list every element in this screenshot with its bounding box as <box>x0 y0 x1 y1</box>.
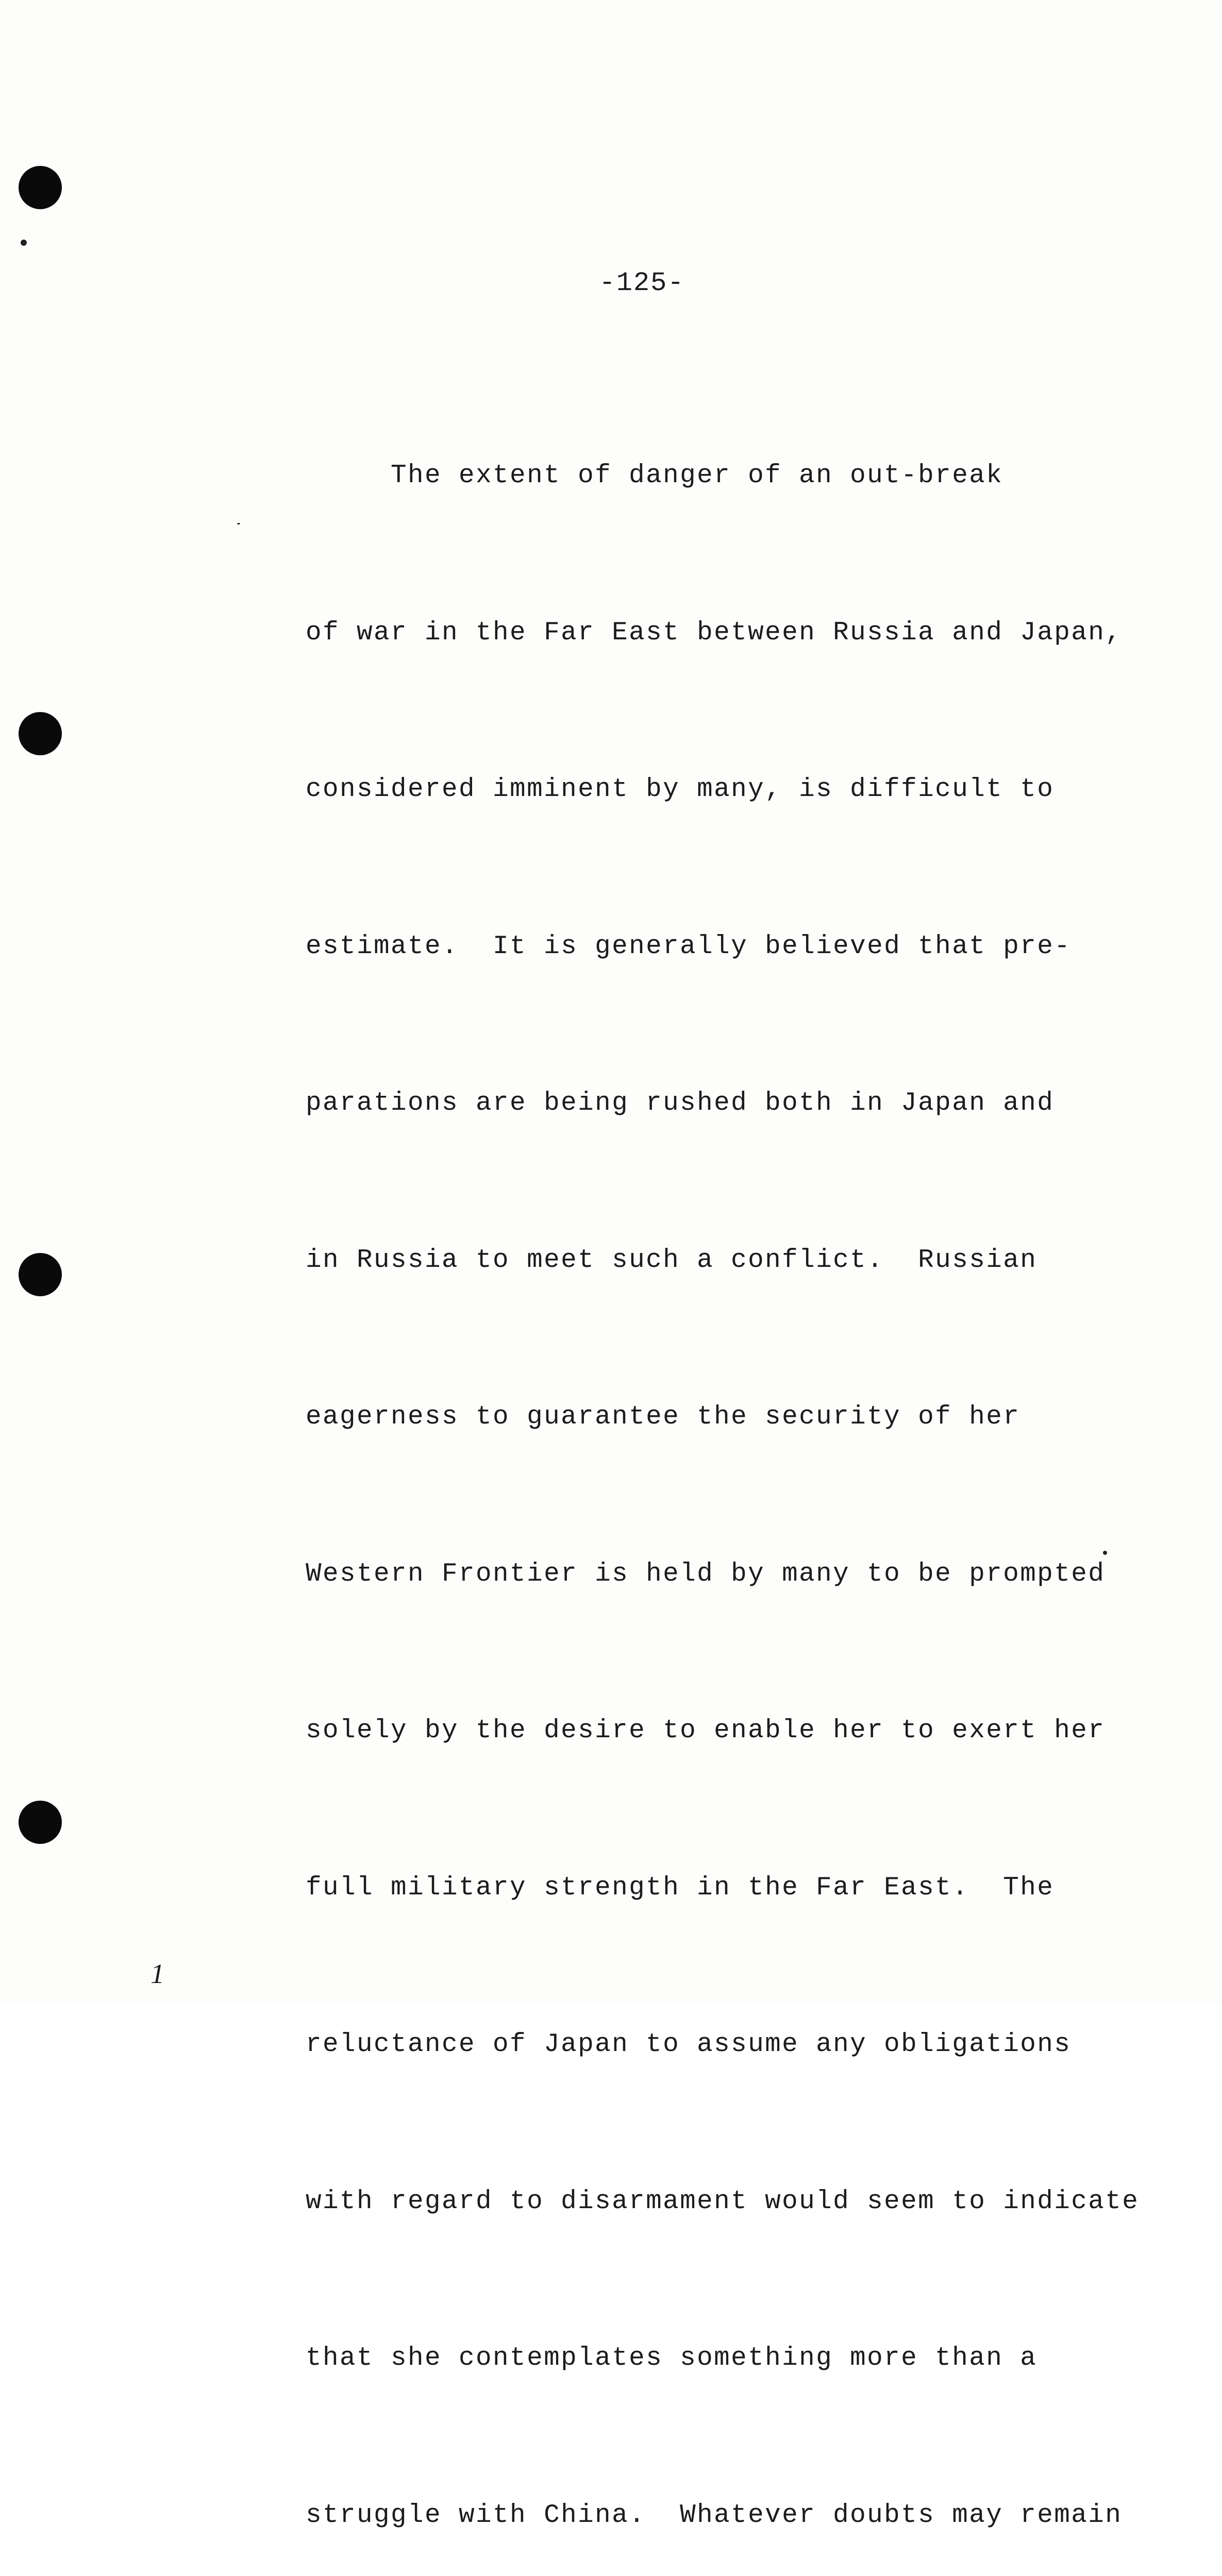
text-line: Western Frontier is held by many to be prompted <box>306 1559 1106 1589</box>
punch-hole <box>19 1253 62 1296</box>
body-paragraph <box>306 345 1140 2576</box>
text-line: The extent of danger of an out-break <box>306 461 1003 490</box>
page-number: -125- <box>599 268 685 298</box>
text-line: full military strength in the Far East. The <box>306 1873 1054 1903</box>
punch-hole <box>19 1801 62 1844</box>
handwritten-mark: 1 <box>150 1958 164 1989</box>
ink-speck <box>21 240 27 246</box>
text-line: that she contemplates something more than a <box>306 2344 1037 2373</box>
punch-hole <box>19 712 62 755</box>
text-line: estimate. It is generally believed that pre- <box>306 931 1072 961</box>
text-line: eagerness to guarantee the security of her <box>306 1402 1020 1432</box>
text-line: struggle with China. Whatever doubts may remain <box>306 2500 1123 2530</box>
punch-hole <box>19 166 62 209</box>
text-line: parations are being rushed both in Japan and <box>306 1089 1054 1118</box>
text-line: of war in the Far East between Russia and Japan, <box>306 618 1123 648</box>
text-line: with regard to disarmament would seem to indicate <box>306 2187 1140 2216</box>
text-line: solely by the desire to enable her to exert her <box>306 1716 1106 1745</box>
text-line: considered imminent by many, is difficult to <box>306 775 1054 804</box>
ink-speck <box>237 523 240 524</box>
text-line: reluctance of Japan to assume any obligations <box>306 2030 1072 2059</box>
text-line: in Russia to meet such a conflict. Russian <box>306 1245 1037 1275</box>
